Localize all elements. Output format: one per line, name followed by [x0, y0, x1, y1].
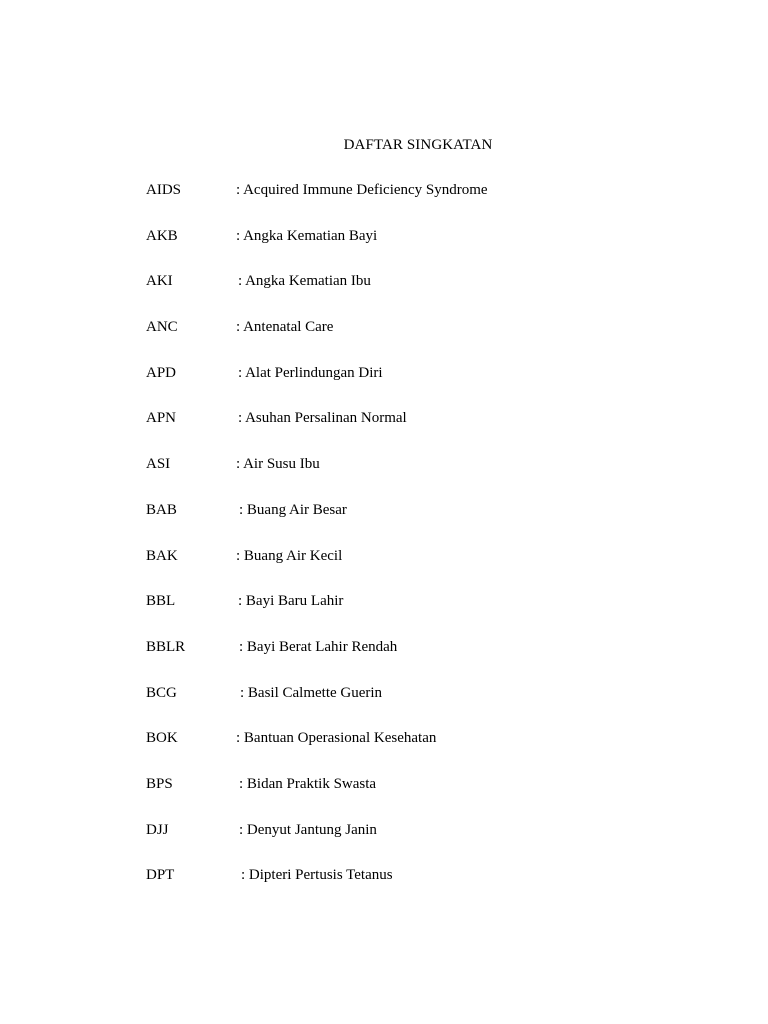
list-item — [146, 685, 706, 731]
definition: : Angka Kematian Bayi — [236, 227, 378, 244]
abbreviation: DJJ — [146, 821, 169, 838]
abbreviation: BOK — [146, 730, 178, 747]
definition: : Air Susu Ibu — [236, 456, 320, 473]
list-item — [146, 410, 706, 456]
list-item — [146, 639, 706, 685]
list-item — [146, 548, 706, 594]
abbreviation: ASI — [146, 456, 171, 473]
abbreviation: APN — [146, 410, 177, 427]
abbreviation: BAK — [146, 547, 178, 564]
list-item — [146, 867, 706, 913]
list-item — [146, 502, 706, 548]
definition: : Denyut Jantung Janin — [239, 821, 377, 838]
list-item — [146, 273, 706, 319]
list-item — [146, 776, 706, 822]
definition: : Buang Air Kecil — [236, 547, 343, 564]
list-item — [146, 319, 706, 365]
definition: : Bayi Berat Lahir Rendah — [239, 638, 398, 655]
definition: : Dipteri Pertusis Tetanus — [241, 867, 393, 884]
abbreviation: AKB — [146, 227, 178, 244]
abbreviation-list — [146, 182, 706, 913]
definition: : Alat Perlindungan Diri — [238, 364, 383, 381]
definition: : Buang Air Besar — [239, 501, 347, 518]
abbreviation: DPT — [146, 867, 175, 884]
abbreviation: BBLR — [146, 638, 186, 655]
list-item — [146, 456, 706, 502]
definition: : Antenatal Care — [236, 319, 334, 336]
definition: : Bantuan Operasional Kesehatan — [236, 730, 437, 747]
abbreviation: APD — [146, 364, 177, 381]
definition: : Angka Kematian Ibu — [238, 273, 371, 290]
list-item — [146, 730, 706, 776]
list-item — [146, 182, 706, 228]
definition: : Basil Calmette Guerin — [240, 684, 383, 701]
abbreviation: ANC — [146, 319, 178, 336]
abbreviation: AKI — [146, 273, 173, 290]
abbreviation: BAB — [146, 501, 177, 518]
list-item — [146, 593, 706, 639]
list-item — [146, 228, 706, 274]
definition: : Bidan Praktik Swasta — [239, 775, 377, 792]
abbreviation: BBL — [146, 593, 176, 610]
list-item — [146, 365, 706, 411]
page-title: DAFTAR SINGKATAN — [343, 137, 493, 153]
abbreviation: AIDS — [146, 182, 182, 198]
abbreviation: BPS — [146, 775, 173, 792]
definition: : Acquired Immune Deficiency Syndrome — [236, 182, 488, 198]
definition: : Bayi Baru Lahir — [238, 593, 344, 610]
list-item — [146, 822, 706, 868]
abbreviation: BCG — [146, 684, 177, 701]
definition: : Asuhan Persalinan Normal — [238, 410, 407, 427]
